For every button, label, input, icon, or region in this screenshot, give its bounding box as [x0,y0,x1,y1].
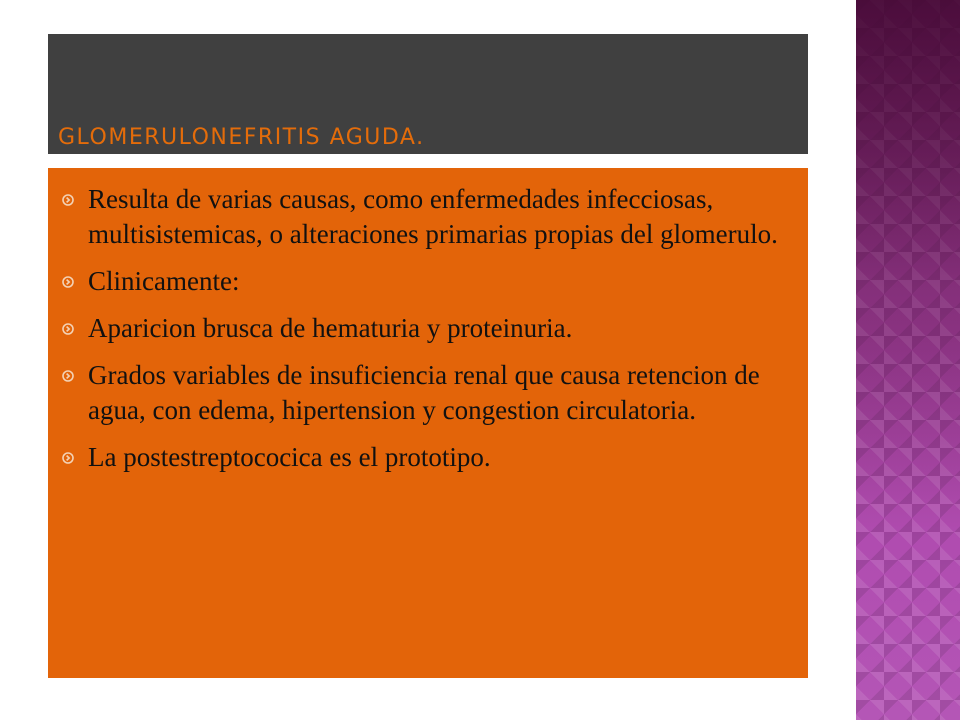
bullet-text: Aparicion brusca de hematuria y proteinuria. [88,313,573,343]
content-box [48,168,808,678]
bullet-item [62,311,778,346]
circled-arrow-icon [62,370,74,382]
bullet-item [62,358,778,428]
slide-title: GLOMERULONEFRITIS AGUDA. [58,125,425,150]
bullet-text: Clinicamente: [88,266,240,296]
bullet-text: La postestreptococica es el prototipo. [88,442,491,472]
bullet-text: Resulta de varias causas, como enfermedades infecciosas, multisistemicas, o alteraciones primarias propias del glomerulo. [88,184,778,249]
title-box [48,34,808,154]
circled-arrow-icon [62,276,74,288]
bullet-list [62,182,778,475]
circled-arrow-icon [62,323,74,335]
decorative-stripe [856,0,960,720]
bullet-item [62,182,778,252]
bullet-item [62,440,778,475]
circled-arrow-icon [62,452,74,464]
bullet-text: Grados variables de insuficiencia renal que causa retencion de agua, con edema, hipertension y congestion circulatoria. [88,360,760,425]
circled-arrow-icon [62,194,74,206]
bullet-item [62,264,778,299]
